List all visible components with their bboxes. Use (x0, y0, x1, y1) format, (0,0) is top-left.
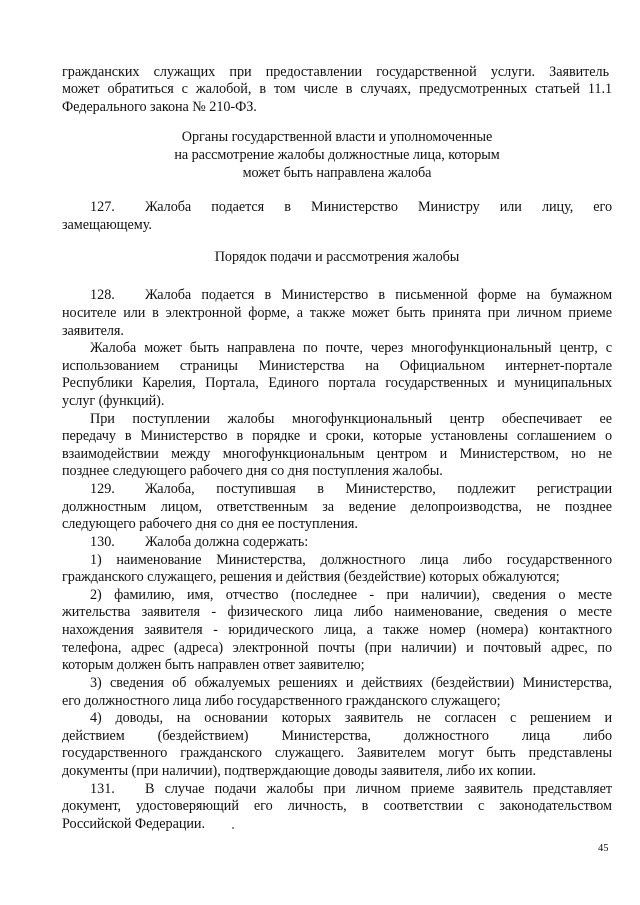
text-line: гражданских служащих при предоставлении государственной услуги. Заявитель (62, 64, 609, 80)
text-line: документы (при наличии), подтверждающие доводы заявителя, либо их копии. (62, 763, 536, 779)
paragraph-number: 130. (90, 534, 115, 550)
text-line: передачу в Министерство в порядке и сроки, которые установлены соглашением о (62, 428, 612, 444)
text-line: 1) наименование Министерства, должностного лица либо государственного (90, 552, 612, 568)
text-line: При поступлении жалобы многофункциональный центр обеспечивает ее (90, 411, 612, 427)
section-heading: Органы государственной власти и уполномоченные (181, 129, 493, 145)
text-line: жительства заявителя - физического лица либо наименование, сведения о месте (62, 604, 612, 620)
text-line: должностным лицом, ответственным за ведение делопроизводства, не позднее (62, 499, 612, 515)
text-line: В случае подачи жалобы при личном приеме заявитель представляет (145, 781, 612, 797)
text-line: 4) доводы, на основании которых заявитель не согласен с решением и (90, 710, 612, 726)
text-line: Жалоба подается в Министерство Министру или лицу, его (145, 199, 612, 215)
text-line: использованием страницы Министерства на Официальном интернет-портале (62, 358, 612, 374)
text-line: Жалоба, поступившая в Министерство, подлежит регистрации (145, 481, 612, 497)
text-line: следующего рабочего дня со дня ее поступления. (62, 516, 358, 532)
text-line: Российской Федерации. (62, 816, 205, 832)
section-heading: на рассмотрение жалобы должностные лица, которым (174, 147, 500, 163)
text-line: Жалоба может быть направлена по почте, через многофункциональный центр, с (90, 340, 612, 356)
text-line: взаимодействии между многофункциональным центром и Министерством, но не (62, 446, 612, 462)
text-line: государственного гражданского служащего. Заявителем могут быть представлены (62, 745, 612, 761)
text-line: позднее следующего рабочего дня со дня поступления жалобы. (62, 463, 443, 479)
section-heading: Порядок подачи и рассмотрения жалобы (214, 249, 460, 265)
text-line: Жалоба подается в Министерство в письменной форме на бумажном (145, 287, 612, 303)
scan-speck (232, 827, 234, 829)
text-line: Жалоба должна содержать: (145, 534, 309, 550)
paragraph-number: 131. (90, 781, 115, 797)
text-line: услуг (функций). (62, 393, 165, 409)
paragraph-number: 127. (90, 199, 115, 215)
text-line: 3) сведения об обжалуемых решениях и действиях (бездействии) Министерства, (90, 675, 612, 691)
text-line: телефона, адрес (адреса) электронной почты (при наличии) и почтовый адрес, по (62, 640, 612, 656)
section-heading: может быть направлена жалоба (242, 165, 432, 181)
text-line: нахождения заявителя - юридического лица, а также номер (номера) контактного (62, 622, 612, 638)
text-line: которым должен быть направлен ответ заявителю; (62, 657, 365, 673)
paragraph-number: 128. (90, 287, 115, 303)
text-line: замещающему. (62, 217, 152, 233)
paragraph-number: 129. (90, 481, 115, 497)
text-line: Федерального закона № 210-ФЗ. (62, 99, 257, 115)
text-line: документ, удостоверяющий его личность, в соответствии с законодательством (62, 798, 612, 814)
text-line: гражданского служащего, решения и действия (бездействие) которых обжалуются; (62, 569, 560, 585)
text-line: Республики Карелия, Портала, Единого портала государственных и муниципальных (62, 375, 612, 391)
text-line: 2) фамилию, имя, отчество (последнее - при наличии), сведения о месте (90, 587, 612, 603)
text-line: его должностного лица либо государственного гражданского служащего; (62, 693, 501, 709)
text-line: носителе или в электронной форме, а также может быть принята при личном приеме (62, 305, 612, 321)
page-number: 45 (598, 843, 609, 854)
text-line: может обратиться с жалобой, в том числе в случаях, предусмотренных статьей 11.1 (62, 81, 612, 97)
text-line: действием (бездействием) Министерства, должностного лица либо (62, 728, 612, 744)
text-line: заявителя. (62, 323, 124, 339)
